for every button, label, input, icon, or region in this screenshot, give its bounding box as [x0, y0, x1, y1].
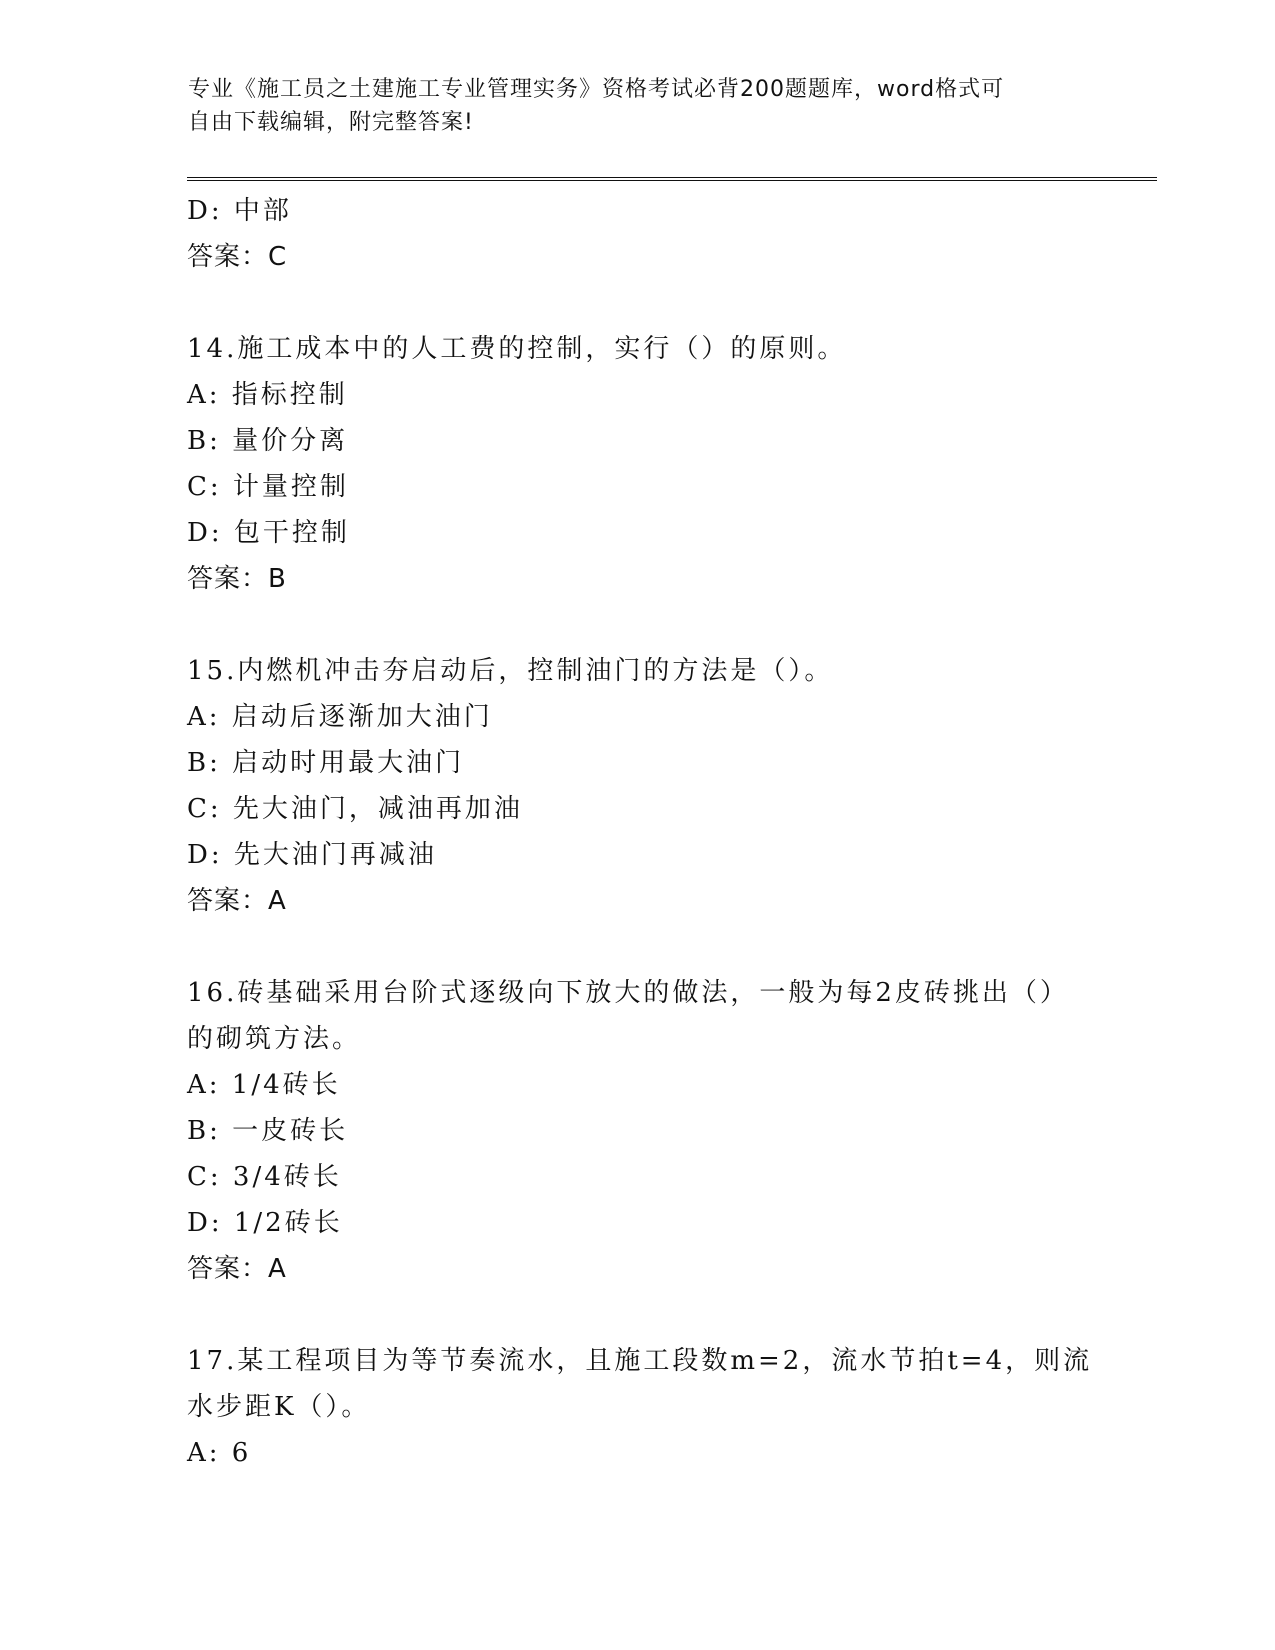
spacer [187, 602, 1087, 648]
option-c: C: 计量控制 [187, 472, 349, 502]
q13-option-d: D: 中部 [187, 196, 292, 226]
option-d: D: 1/2砖长 [187, 1208, 343, 1238]
document-header [188, 73, 1068, 139]
option-b: B: 量价分离 [187, 426, 349, 456]
question-15 [187, 648, 1087, 924]
question-stem: 14.施工成本中的人工费的控制，实行（）的原则。 [187, 334, 847, 364]
header-line-2: 自由下载编辑，附完整答案! [188, 110, 474, 135]
option-a: A: 1/4砖长 [187, 1070, 341, 1100]
question-16 [187, 970, 1087, 1292]
spacer [187, 1292, 1087, 1338]
question-14 [187, 326, 1087, 602]
question-stem-line-2: 的砌筑方法。 [187, 1024, 362, 1054]
question-stem-line-1: 16.砖基础采用台阶式逐级向下放大的做法，一般为每2皮砖挑出（） [187, 978, 1069, 1008]
answer: 答案：A [187, 1254, 287, 1284]
spacer [187, 924, 1087, 970]
option-b: B: 一皮砖长 [187, 1116, 349, 1146]
question-17 [187, 1338, 1093, 1476]
option-b: B: 启动时用最大油门 [187, 748, 465, 778]
answer: 答案：B [187, 564, 287, 594]
option-c: C: 先大油门，减油再加油 [187, 794, 523, 824]
header-divider [187, 177, 1157, 181]
question-list [187, 188, 1093, 1476]
header-line-1: 专业《施工员之土建施工专业管理实务》资格考试必背200题题库，word格式可 [188, 77, 1005, 102]
option-d: D: 先大油门再减油 [187, 840, 437, 870]
question-stem: 15.内燃机冲击夯启动后，控制油门的方法是（）。 [187, 656, 834, 686]
option-c: C: 3/4砖长 [187, 1162, 342, 1192]
option-a: A: 6 [187, 1438, 252, 1468]
option-a: A: 指标控制 [187, 380, 348, 410]
option-a: A: 启动后逐渐加大油门 [187, 702, 493, 732]
q13-answer: 答案：C [187, 242, 288, 272]
option-d: D: 包干控制 [187, 518, 350, 548]
question-stem-line-1: 17.某工程项目为等节奏流水，且施工段数m=2，流水节拍t=4，则流 [187, 1346, 1093, 1376]
question-stem-line-2: 水步距K（）。 [187, 1392, 371, 1422]
spacer [187, 280, 1087, 326]
answer: 答案：A [187, 886, 287, 916]
